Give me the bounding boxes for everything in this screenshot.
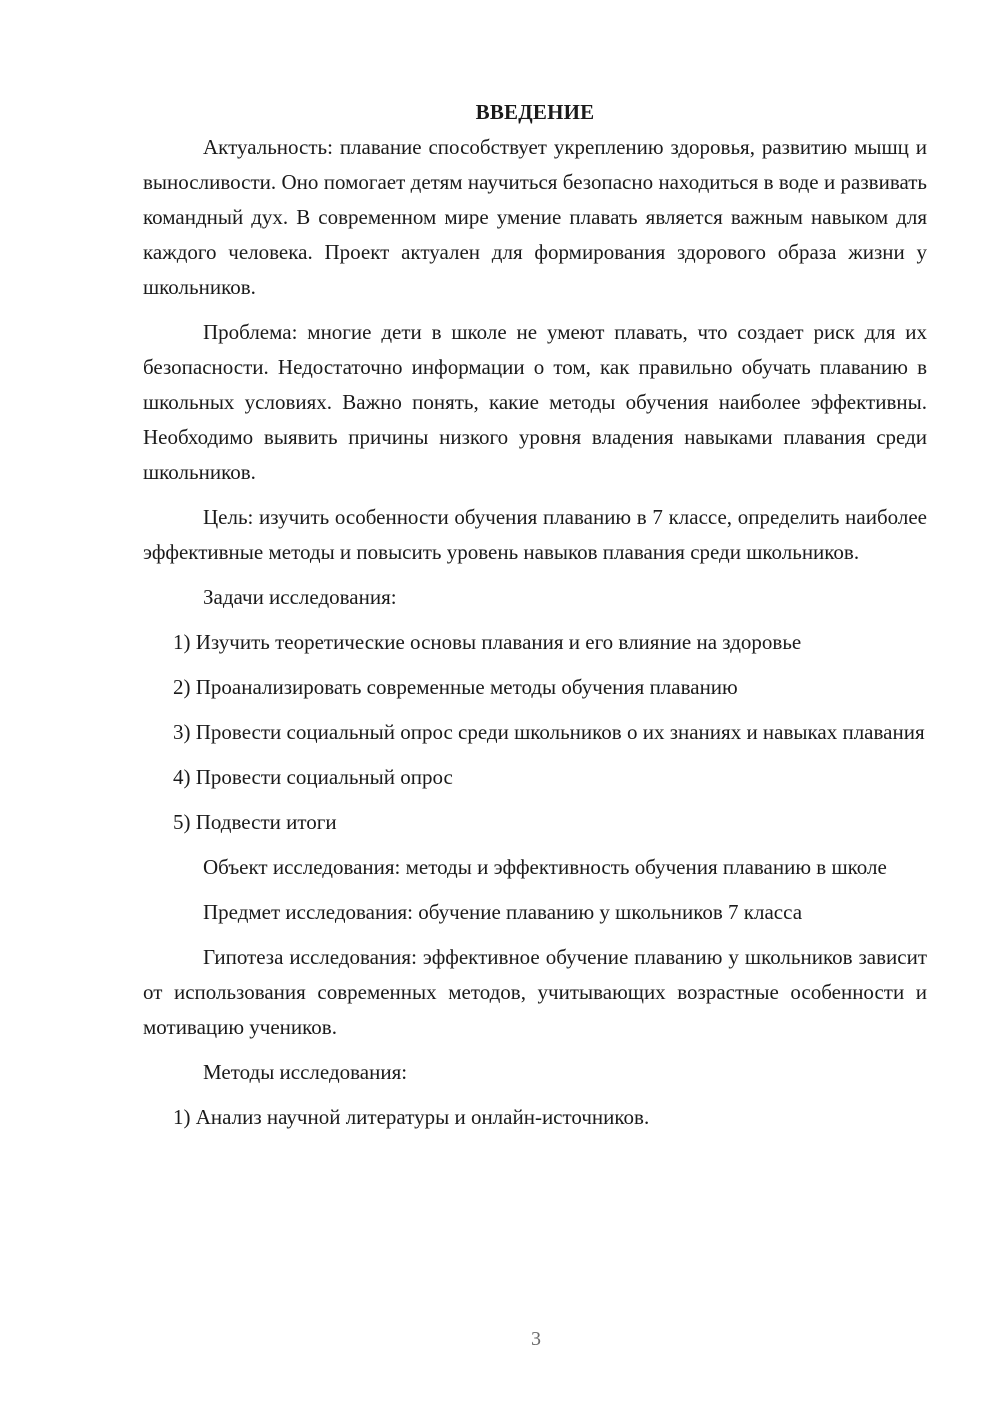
task-item: 2) Проанализировать современные методы обучения плаванию <box>173 675 738 699</box>
page-number: 3 <box>531 1328 541 1350</box>
goal-paragraph: Цель: изучить особенности обучения плаванию в 7 классе, определить наиболее эффективные методы и повысить уровень навыков плавания среди школьников. <box>143 505 927 564</box>
task-item: 5) Подвести итоги <box>173 810 337 834</box>
methods-heading: Методы исследования: <box>203 1060 408 1084</box>
relevance-paragraph: Актуальность: плавание способствует укреплению здоровья, развитию мышц и выносливости. Оно помогает детям научиться безопасно находиться в воде и развивать командный дух. В современном мире умение плавать является важным навыком для каждого человека. Проект актуален для формирования здорового образа жизни у школьников. <box>143 135 927 299</box>
method-item: 1) Анализ научной литературы и онлайн-источников. <box>173 1105 650 1129</box>
task-item: 3) Провести социальный опрос среди школьников о их знаниях и навыках плавания <box>173 720 925 744</box>
task-item: 4) Провести социальный опрос <box>173 765 453 789</box>
hypothesis-paragraph: Гипотеза исследования: эффективное обучение плаванию у школьников зависит от использования современных методов, учитывающих возрастные особенности и мотивацию учеников. <box>143 945 927 1039</box>
object-paragraph: Объект исследования: методы и эффективность обучения плаванию в школе <box>203 855 887 879</box>
page-content <box>143 95 927 1145</box>
subject-paragraph: Предмет исследования: обучение плаванию у школьников 7 класса <box>203 900 803 924</box>
task-item: 1) Изучить теоретические основы плавания и его влияние на здоровье <box>173 630 802 654</box>
tasks-heading: Задачи исследования: <box>203 585 397 609</box>
section-heading: ВВЕДЕНИЕ <box>475 100 595 124</box>
problem-paragraph: Проблема: многие дети в школе не умеют плавать, что создает риск для их безопасности. Недостаточно информации о том, как правильно обучать плаванию в школьных условиях. Важно понять, какие методы обучения наиболее эффективны. Необходимо выявить причины низкого уровня владения навыками плавания среди школьников. <box>143 320 927 484</box>
